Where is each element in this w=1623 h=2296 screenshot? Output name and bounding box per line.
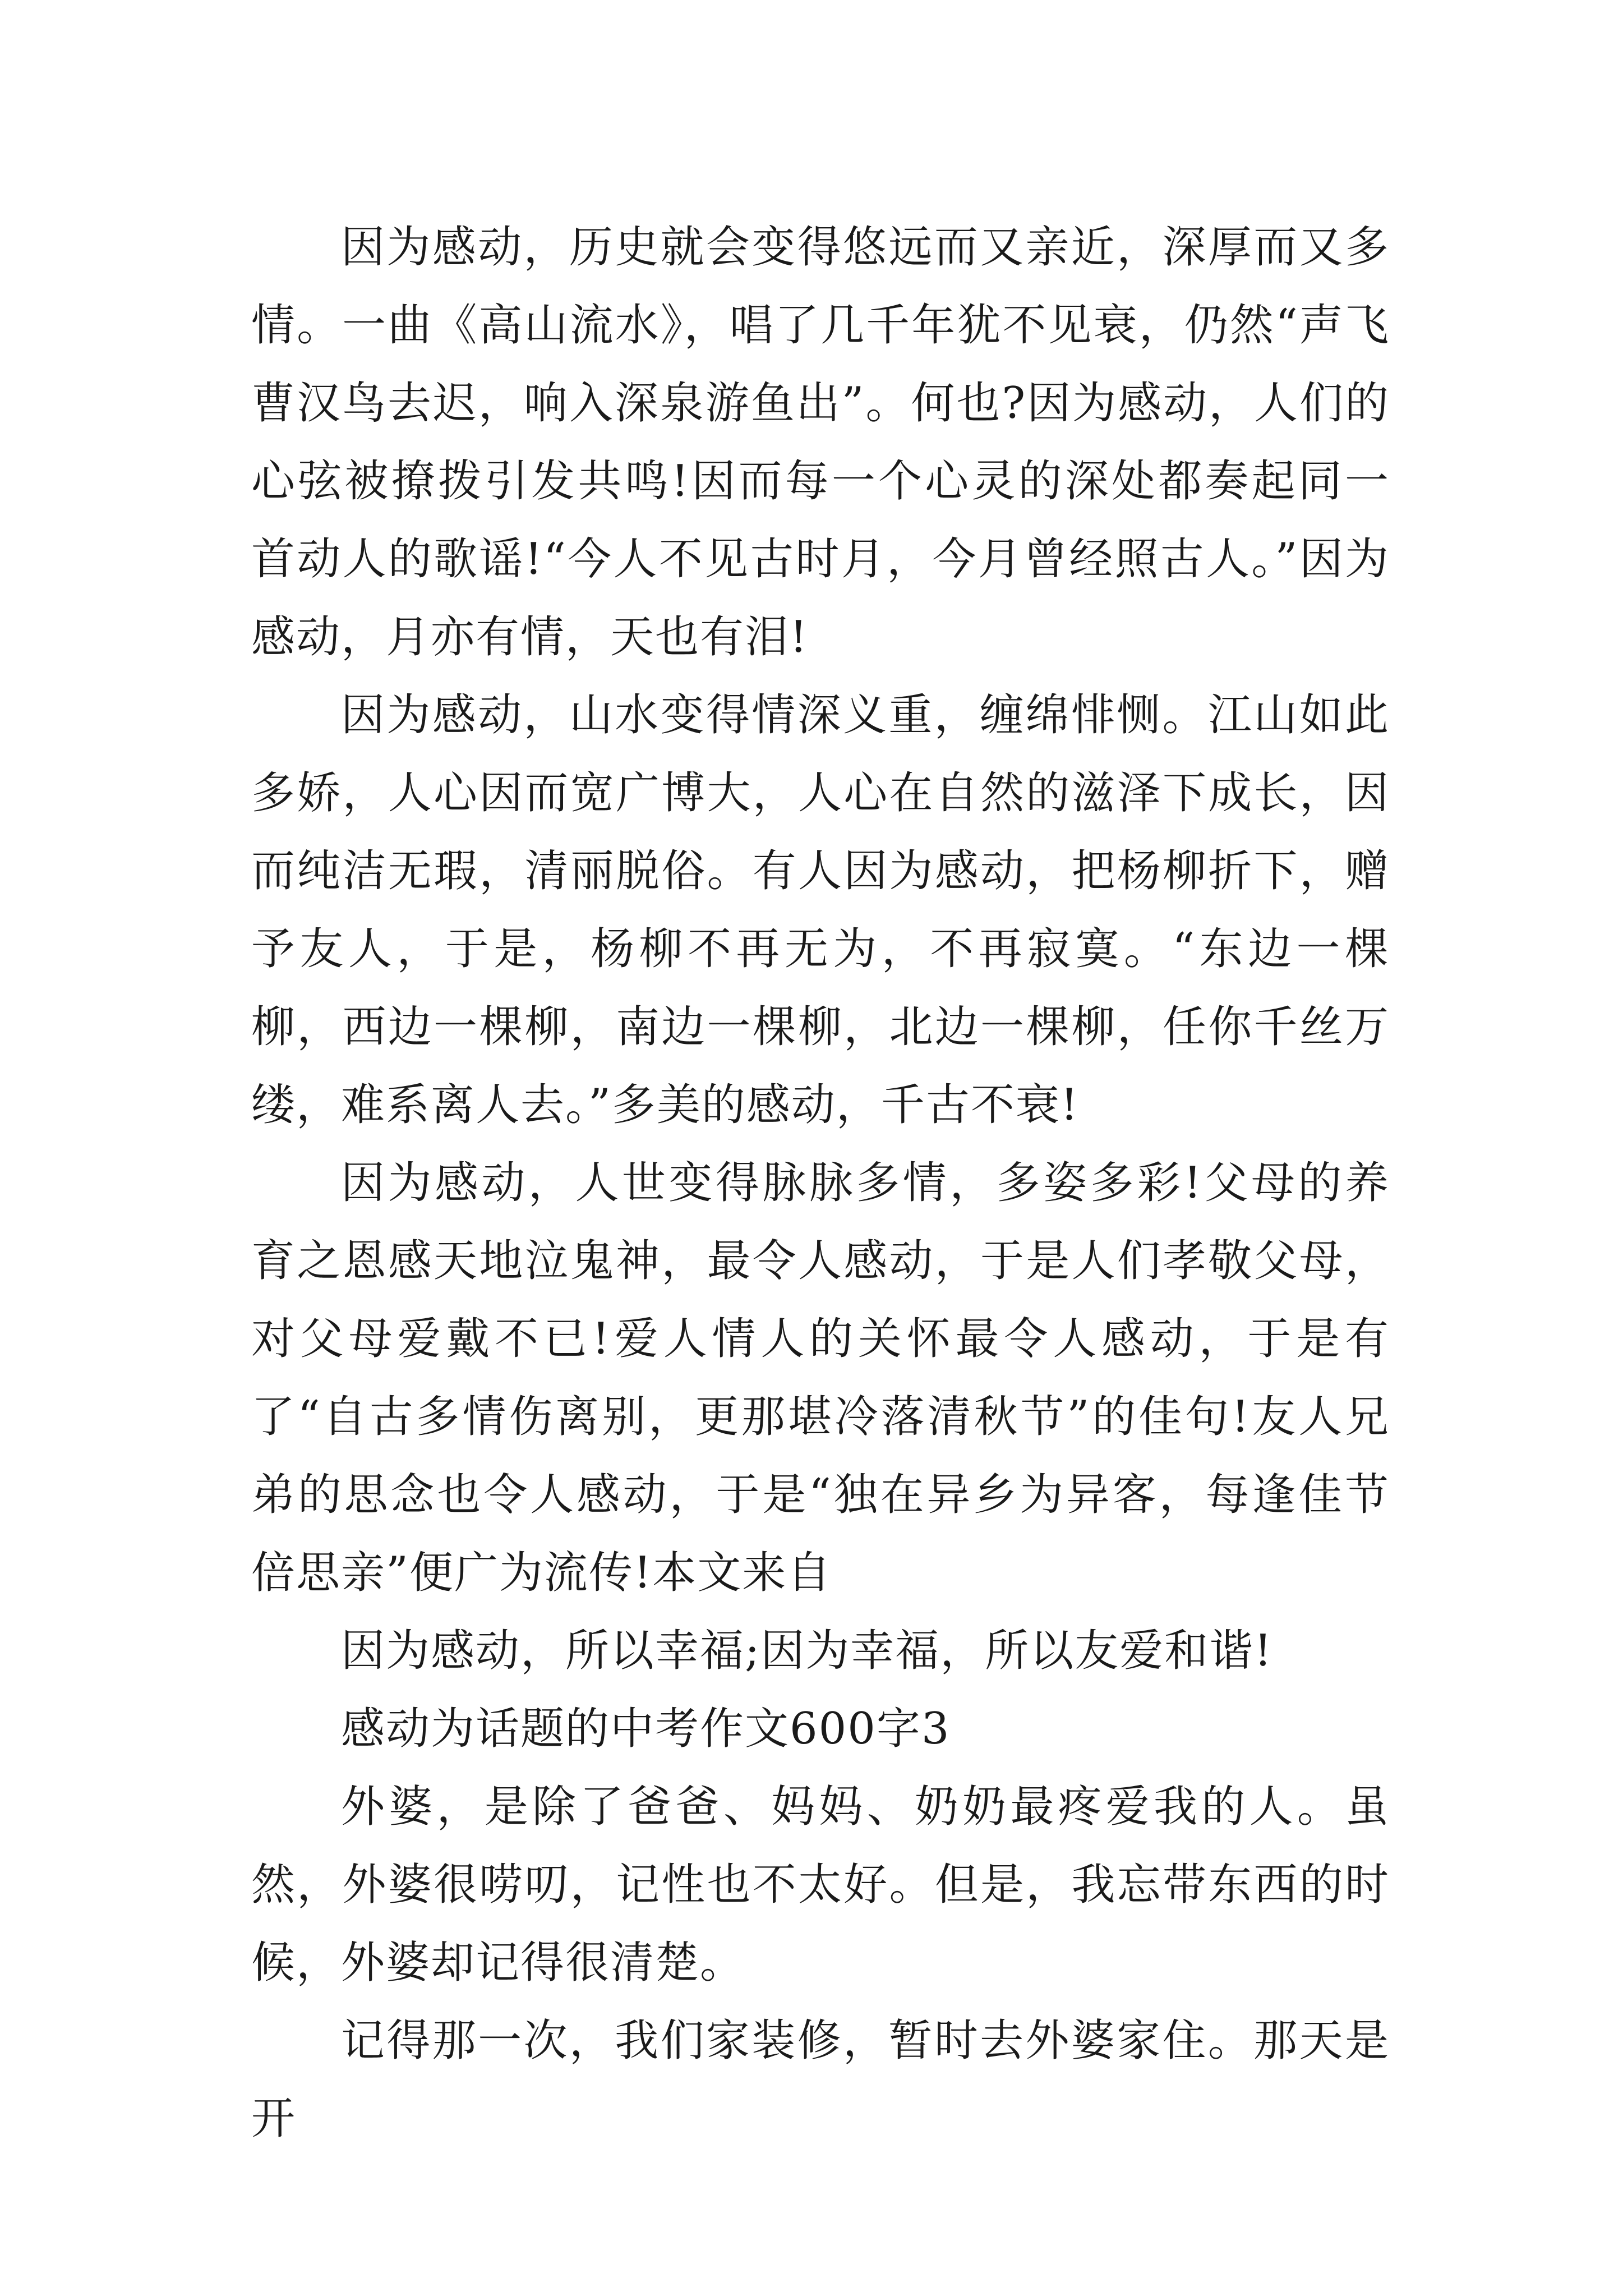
paragraph-grandma-intro: 外婆，是除了爸爸、妈妈、奶奶最疼爱我的人。虽然，外婆很唠叨，记性也不太好。但是，我忘带东西的时候，外婆却记得很清楚。 — [251, 1782, 1390, 1988]
essay-heading: 感动为话题的中考作文600字3 — [341, 1704, 951, 1754]
paragraph-landscape: 因为感动，山水变得情深义重，缠绵悱恻。江山如此多娇，人心因而宽广博大，人心在自然的滋泽下成长，因而纯洁无瑕，清丽脱俗。有人因为感动，把杨柳折下，赠予友人，于是，杨柳不再无为，不再寂寞。“东边一棵柳，西边一棵柳，南边一棵柳，北边一棵柳，任你千丝万缕，难系离人去。”多美的感动，千古不衰! — [251, 690, 1390, 1130]
paragraph-renovation: 记得那一次，我们家装修，暂时去外婆家住。那天是开 — [251, 2016, 1390, 2144]
paragraph-history: 因为感动，历史就会变得悠远而又亲近，深厚而又多情。一曲《高山流水》，唱了几千年犹不见衰，仍然“声飞曹汉鸟去迟，响入深泉游鱼出”。何也?因为感动，人们的心弦被撩拨引发共鸣!因而每一个心灵的深处都奏起同一首动人的歌谣!“今人不见古时月，今月曾经照古人。”因为感动，月亦有情，天也有泪! — [251, 222, 1390, 662]
paragraph-happiness: 因为感动，所以幸福;因为幸福，所以友爱和谐! — [341, 1626, 1273, 1676]
paragraph-human-world: 因为感动，人世变得脉脉多情，多姿多彩!父母的养育之恩感天地泣鬼神，最令人感动，于是人们孝敬父母，对父母爱戴不已!爱人情人的关怀最令人感动，于是有了“自古多情伤离别，更那堪冷落清秋节”的佳句!友人兄弟的思念也令人感动，于是“独在异乡为异客，每逢佳节倍思亲”便广为流传!本文来自 — [251, 1158, 1390, 1598]
document-body — [251, 209, 1390, 2158]
